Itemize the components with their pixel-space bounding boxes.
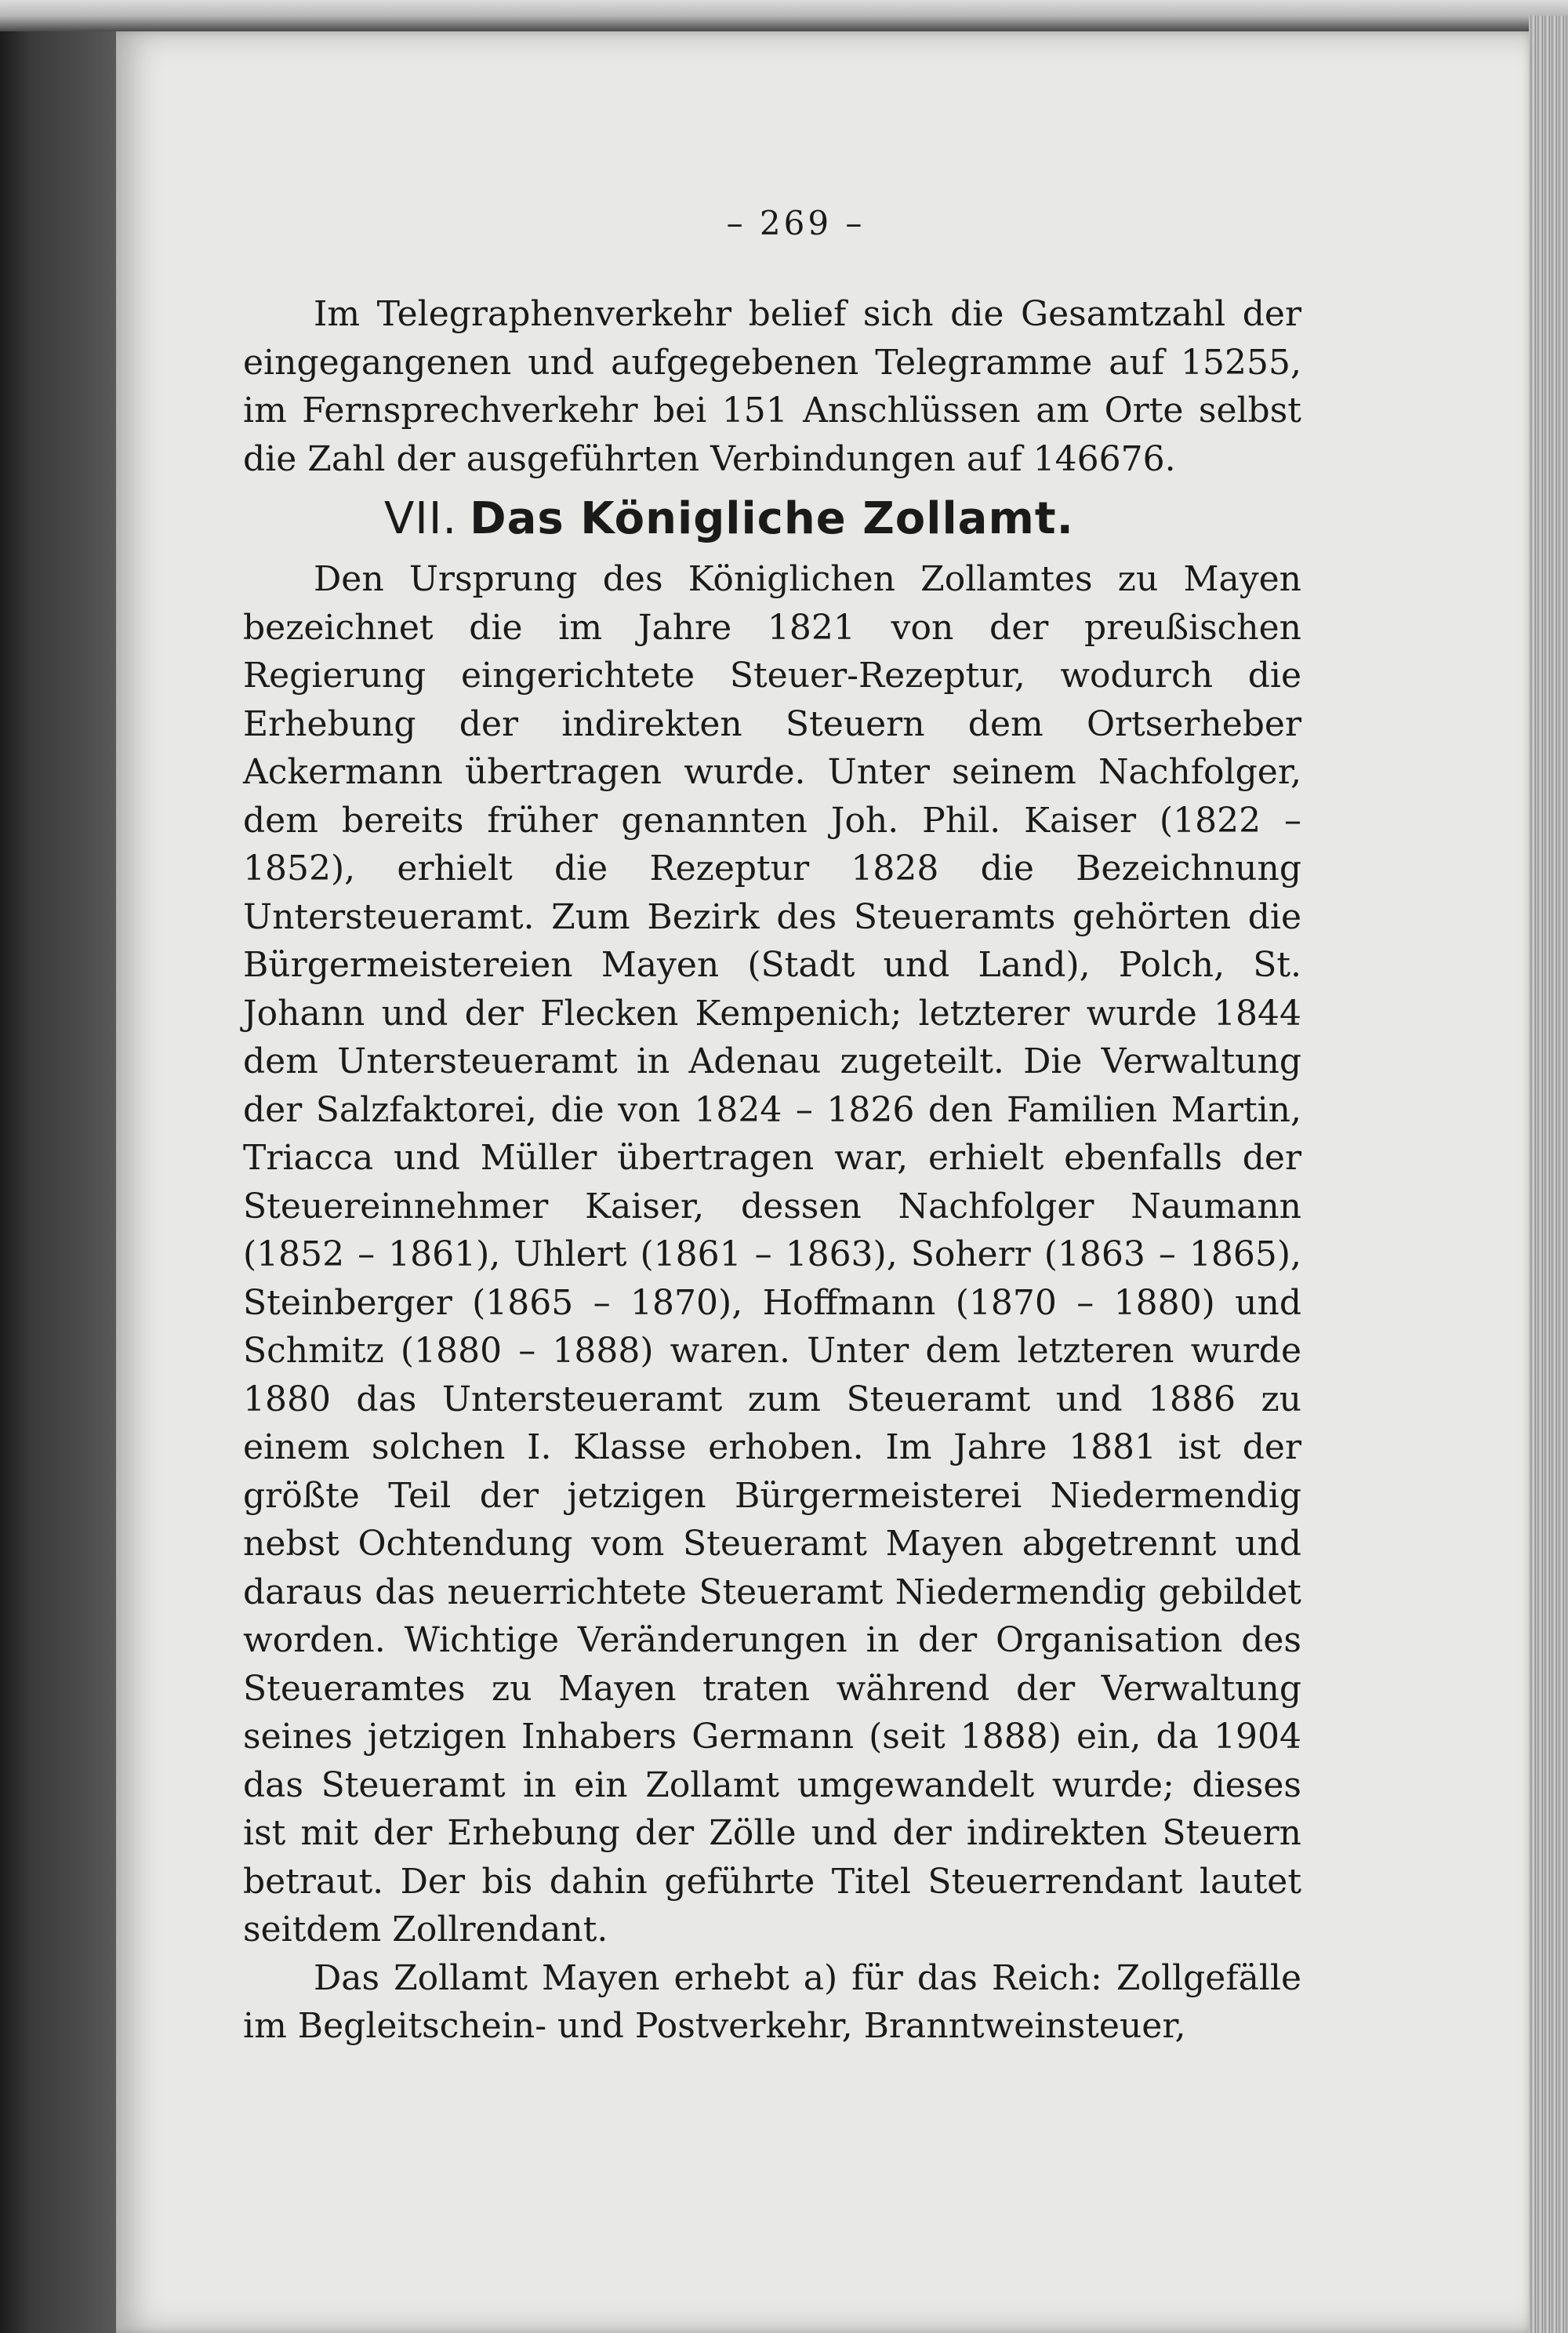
intro-paragraph: Im Telegraphenverkehr belief sich die Gesamtzahl der eingegangenen und aufgegebenen Telegramme auf 15255, im Fernsprechverkehr bei 151 Anschlüssen am Orte selbst die Zahl der ausgeführten Verbindungen auf 146676. (243, 294, 1301, 479)
page-number: – 269 – (726, 204, 866, 242)
book-page-edges (1529, 16, 1568, 2333)
section-heading (384, 494, 1301, 544)
scan-top-edge (0, 0, 1568, 31)
final-paragraph: Das Zollamt Mayen erhebt a) für das Reich: Zollgefälle im Begleitschein- und Postverkehr, Branntweinsteuer, (243, 1957, 1301, 2046)
section-title: Das Königliche Zollamt. (470, 493, 1074, 544)
section-number: VII. (384, 493, 458, 544)
page-text-block (243, 204, 1301, 2051)
main-paragraph: Den Ursprung des Königlichen Zollamtes zu Mayen bezeichnet die im Jahre 1821 von der preußischen Regierung eingerichtete Steuer-Rezeptur, wodurch die Erhebung der indirekten Steuern dem Ortserheber Ackermann übertragen wurde. Unter seinem Nachfolger, dem bereits früher genannten Joh. Phil. Kaiser (1822 – 1852), erhielt die Rezeptur 1828 die Bezeichnung Untersteueramt. Zum Bezirk des Steueramts gehörten die Bürgermeistereien Mayen (Stadt und Land), Polch, St. Johann und der Flecken Kempenich; letzterer wurde 1844 dem Untersteueramt in Adenau zugeteilt. Die Verwaltung der Salzfaktorei, die von 1824 – 1826 den Familien Martin, Triacca und Müller übertragen war, erhielt ebenfalls der Steuereinnehmer Kaiser, dessen Nachfolger Naumann (1852 – 1861), Uhlert (1861 – 1863), Soherr (1863 – 1865), Steinberger (1865 – 1870), Hoffmann (1870 – 1880) und Schmitz (1880 – 1888) waren. Unter dem letzteren wurde 1880 das Untersteueramt zum Steueramt und 1886 zu einem solchen I. Klasse erhoben. Im Jahre 1881 ist der größte Teil der jetzigen Bürgermeisterei Niedermendig nebst Ochtendung vom Steueramt Mayen abgetrennt und daraus das neuerrichtete Steueramt Niedermendig gebildet worden. Wichtige Veränderungen in der Organisation des Steueramtes zu Mayen traten während der Verwaltung seines jetzigen Inhabers Germann (seit 1888) ein, da 1904 das Steueramt in ein Zollamt umgewandelt wurde; dieses ist mit der Erhebung der Zölle und der indirekten Steuern betraut. Der bis dahin geführte Titel Steuerrendant lautet seitdem Zollrendant. (243, 559, 1301, 1950)
